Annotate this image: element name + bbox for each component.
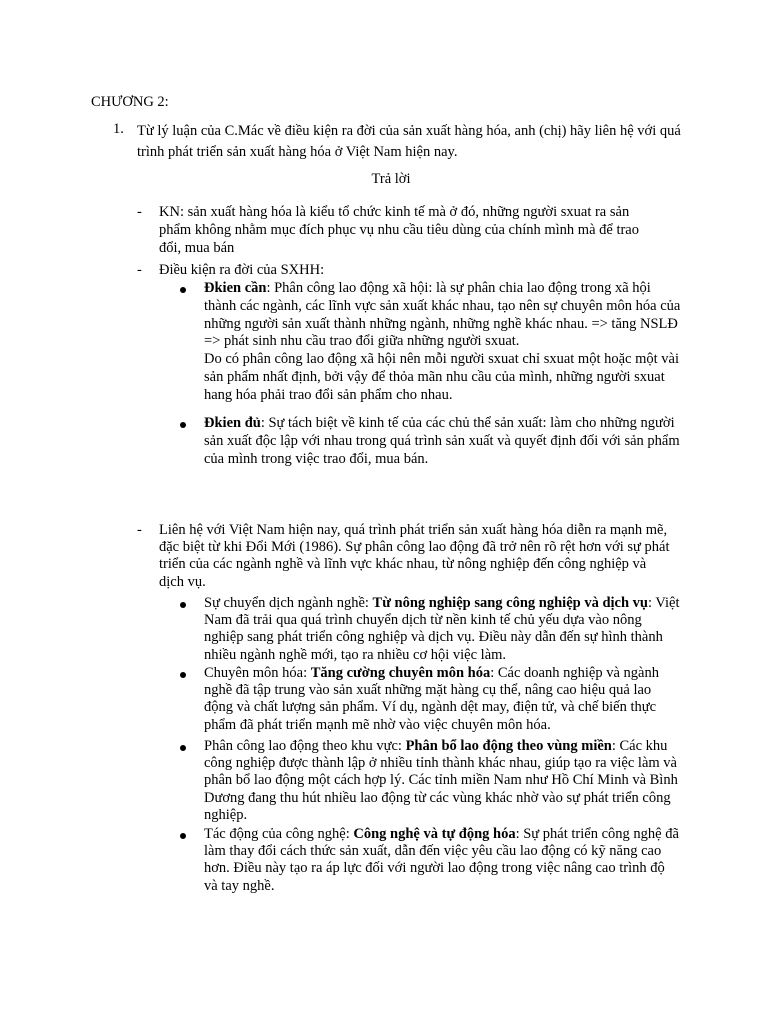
item-text: : Các khu công nghiệp được thành lập ở nhiều tỉnh thành khác nhau, giúp tạo ra việc làm và phân bổ lao động một cách hợp lý. Các tỉnh miền Nam như Hồ Chí Minh và Bình Dương đang thu hút nhiều lao động từ các vùng khác nhờ vào sự phát triển công nghiệp.	[204, 738, 678, 823]
bullet-icon	[180, 833, 186, 839]
conditions-heading: Điều kiện ra đời của SXHH:	[159, 262, 325, 278]
item-prefix: Tác động của công nghệ:	[204, 826, 354, 842]
item-text: : Các doanh nghiệp và ngành nghề đã tập trung vào sản xuất những mặt hàng cụ thể, nâng cao hiệu quả lao động và chất lượng sản phẩm. Ví dụ, ngành dệt may, điện tử, và chế biến thực phẩm đã phát triển mạnh mẽ nhờ vào việc chuyên môn hóa.	[204, 665, 659, 733]
bullet-icon	[180, 745, 186, 751]
bullet-icon	[180, 602, 186, 608]
question-number: 1.	[113, 121, 124, 137]
vietnam-item-specialization	[204, 665, 682, 734]
item-prefix: Sự chuyển dịch ngành nghề:	[204, 595, 373, 611]
chapter-title: CHƯƠNG 2:	[91, 94, 169, 110]
question-text: Từ lý luận của C.Mác về điều kiện ra đời của sản xuất hàng hóa, anh (chị) hãy liên hệ với quá trình phát triển sản xuất hàng hóa ở Việt Nam hiện nay.	[137, 123, 681, 160]
dash-marker: -	[137, 522, 142, 538]
item-bold: Tăng cường chuyên môn hóa	[310, 665, 491, 681]
sufficient-condition	[204, 415, 682, 468]
necessary-condition-explanation: Do có phân công lao động xã hội nên mỗi người sxuat chỉ sxuat một hoặc một vài sản phẩm nhất định, bởi vậy để thỏa mãn nhu cầu của mình, những người sxuat hang hóa phải trao đổi sản phẩm cho nhau.	[204, 351, 680, 403]
item-prefix: Phân công lao động theo khu vực:	[204, 738, 406, 754]
item-text: : Việt Nam đã trải qua quá trình chuyển dịch từ nền kinh tế chủ yếu dựa vào nông nghiệp sang phát triển công nghiệp và dịch vụ. Điều này dẫn đến sự hình thành nhiều ngành nghề mới, tạo ra nhiều cơ hội việc làm.	[204, 595, 680, 663]
sufficient-condition-label: Đkien đủ	[204, 415, 261, 431]
vietnam-item-sector-shift	[204, 595, 682, 664]
item-bold: Phân bổ lao động theo vùng miền	[405, 738, 612, 754]
vietnam-intro: Liên hệ với Việt Nam hiện nay, quá trình phát triển sản xuất hàng hóa diễn ra mạnh mẽ, đặc biệt từ khi Đổi Mới (1986). Sự phân công lao động đã trở nên rõ rệt hơn với sự phát triển của các ngành nghề và lĩnh vực khác nhau, từ nông nghiệp đến công nghiệp và dịch vụ.	[159, 522, 670, 590]
necessary-condition-paragraph	[204, 280, 682, 351]
bullet-icon	[180, 287, 186, 293]
item-prefix: Chuyên môn hóa:	[204, 665, 311, 681]
vietnam-item-regional-labor	[204, 738, 682, 824]
item-text: : Sự phát triển công nghệ đã làm thay đổi cách thức sản xuất, dẫn đến việc yêu cầu lao động có kỹ năng cao hơn. Điều này tạo ra áp lực đối với người lao động trong việc nâng cao trình độ và tay nghề.	[204, 826, 679, 894]
necessary-condition-label: Đkien cần	[204, 280, 267, 296]
sufficient-condition-text: : Sự tách biệt về kinh tế của các chủ thể sản xuất: làm cho những người sản xuất độc lập với nhau trong quá trình sản xuất và quyết định đối với sản phẩm của mình trong việc trao đổi, mua bán.	[204, 415, 680, 467]
bullet-icon	[180, 422, 186, 428]
necessary-condition-text: : Phân công lao động xã hội: là sự phân chia lao động trong xã hội thành các ngành, các lĩnh vực sản xuất khác nhau, tạo nên sự chuyên môn hóa của những người sản xuất thành những ngành, những nghề khác nhau. => tăng NSLĐ => phát sinh nhu cầu trao đổi giữa những người sxuat.	[204, 280, 681, 350]
dash-marker: -	[137, 262, 142, 278]
bullet-icon	[180, 672, 186, 678]
item-bold: Từ nông nghiệp sang công nghiệp và dịch vụ	[372, 595, 648, 611]
dash-marker: -	[137, 204, 142, 220]
necessary-condition	[204, 280, 682, 405]
item-bold: Công nghệ và tự động hóa	[353, 826, 516, 842]
vietnam-item-technology	[204, 826, 682, 895]
answer-heading: Trả lời	[371, 171, 411, 187]
concept-definition: KN: sản xuất hàng hóa là kiểu tổ chức kinh tế mà ở đó, những người sxuat ra sản phẩm không nhằm mục đích phục vụ nhu cầu tiêu dùng của chính mình mà để trao đổi, mua bán	[159, 204, 639, 256]
